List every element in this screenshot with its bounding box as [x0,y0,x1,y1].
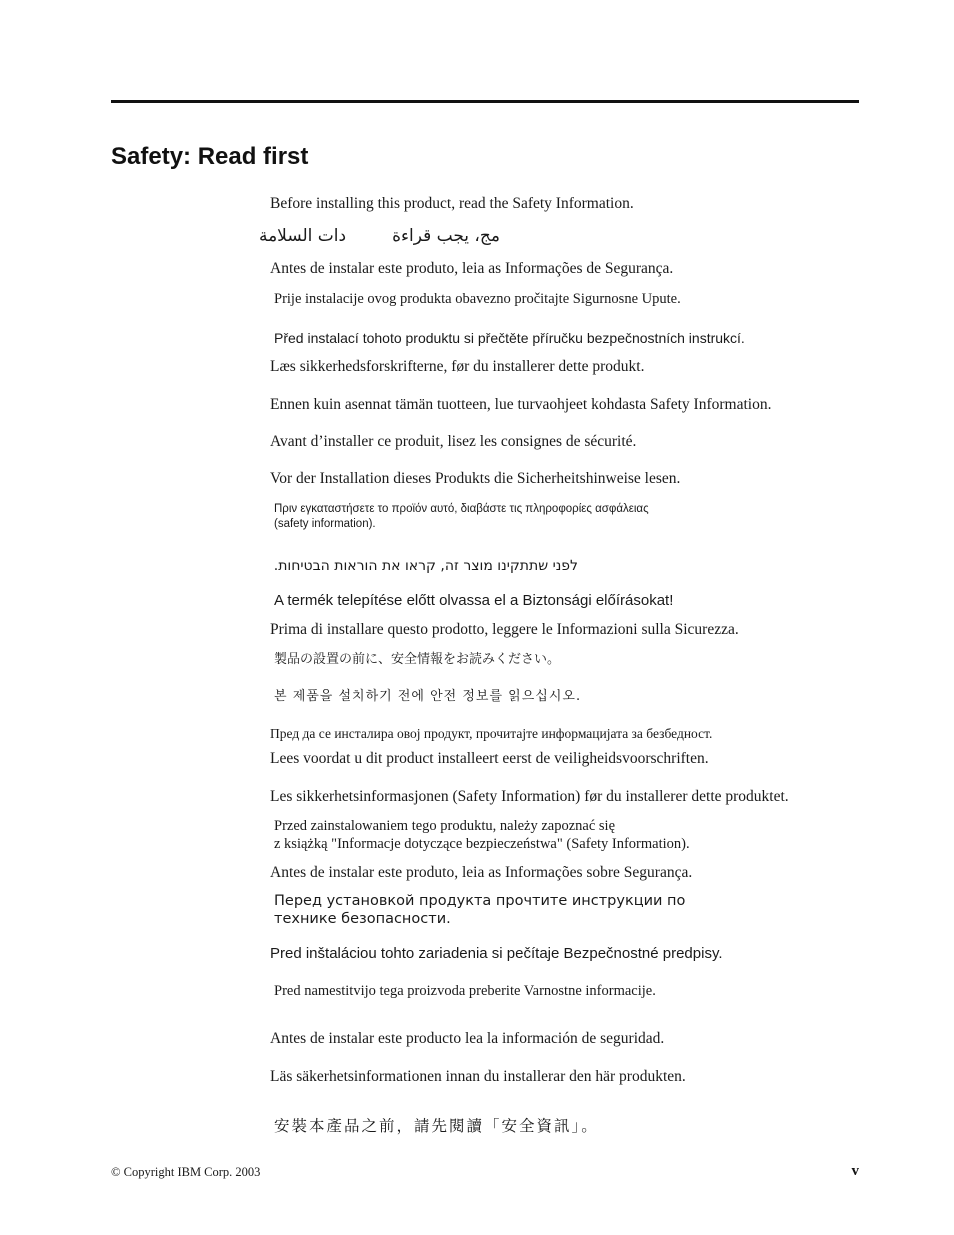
notice-arabic-part1: مج، يجب قراءة [392,226,500,246]
footer-copyright: © Copyright IBM Corp. 2003 [111,1165,261,1179]
notice-norwegian: Les sikkerhetsinformasjonen (Safety Information) før du installerer dette produktet. [270,788,789,805]
notice-danish: Læs sikkerhedsforskrifterne, før du installerer dette produkt. [270,358,645,375]
notice-swedish: Läs säkerhetsinformationen innan du installerar den här produkten. [270,1068,686,1085]
notice-arabic [258,224,500,248]
top-rule [111,100,859,103]
notice-croatian: Prije instalacije ovog produkta obavezno pročitajte Sigurnosne Upute. [274,291,681,307]
notice-greek-line2: (safety information). [274,518,376,530]
notice-russian-line1: Перед установкой продукта прочтите инструкции по [274,893,686,909]
notice-chinese-traditional: 安裝本產品之前，請先閱讀「安全資訊」。 [274,1117,599,1135]
notice-polish-line2: z książką "Informacje dotyczące bezpieczeństwa" (Safety Information). [274,836,690,852]
notice-korean: 본 제품을 설치하기 전에 안전 정보를 읽으십시오. [274,689,582,704]
notice-polish-line1: Przed zainstalowaniem tego produktu, należy zapoznać się [274,818,616,834]
notice-greek-line1: Πριν εγκαταστήσετε το προϊόν αυτό, διαβάστε τις πληροφορίες ασφάλειας [274,503,649,515]
notice-greek [274,502,649,532]
notice-hungarian: A termék telepítése előtt olvassa el a Biztonsági előírásokat! [274,592,674,609]
notice-dutch: Lees voordat u dit product installeert eerst de veiligheidsvoorschriften. [270,750,709,767]
notice-italian: Prima di installare questo prodotto, leggere le Informazioni sulla Sicurezza. [270,621,739,638]
notice-czech: Před instalací tohoto produktu si přečtěte příručku bezpečnostních instrukcí. [274,330,745,346]
page-title: Safety: Read first [111,143,309,170]
footer-page-number: v [851,1163,859,1179]
notice-russian [274,892,685,928]
notice-slovenian: Pred namestitvijo tega proizvoda preberite Varnostne informacije. [274,983,656,999]
notice-polish [274,817,690,853]
notice-macedonian: Пред да се инсталира овој продукт, прочитајте информацијата за безбедност. [270,726,713,741]
notice-arabic-part2: دات السلامة [258,226,347,246]
notice-portuguese-br: Antes de instalar este produto, leia as Informações de Segurança. [270,260,674,277]
notice-portuguese: Antes de instalar este produto, leia as Informações sobre Segurança. [270,864,693,881]
notice-english: Before installing this product, read the Safety Information. [270,195,634,212]
notice-french: Avant d’installer ce produit, lisez les consignes de sécurité. [270,433,637,450]
notice-spanish: Antes de instalar este producto lea la información de seguridad. [270,1030,665,1047]
notice-hebrew: לפני שתתקינו מוצר זה, קראו את הוראות הבטיחות. [273,558,578,574]
notice-russian-line2: технике безопасности. [274,911,451,927]
notice-slovak: Pred inštaláciou tohto zariadenia si pečítaje Bezpečnostné predpisy. [270,945,723,962]
notice-finnish: Ennen kuin asennat tämän tuotteen, lue turvaohjeet kohdasta Safety Information. [270,396,772,413]
notice-german: Vor der Installation dieses Produkts die Sicherheitshinweise lesen. [270,470,681,487]
notice-japanese: 製品の設置の前に、安全情報をお読みください。 [274,652,561,667]
